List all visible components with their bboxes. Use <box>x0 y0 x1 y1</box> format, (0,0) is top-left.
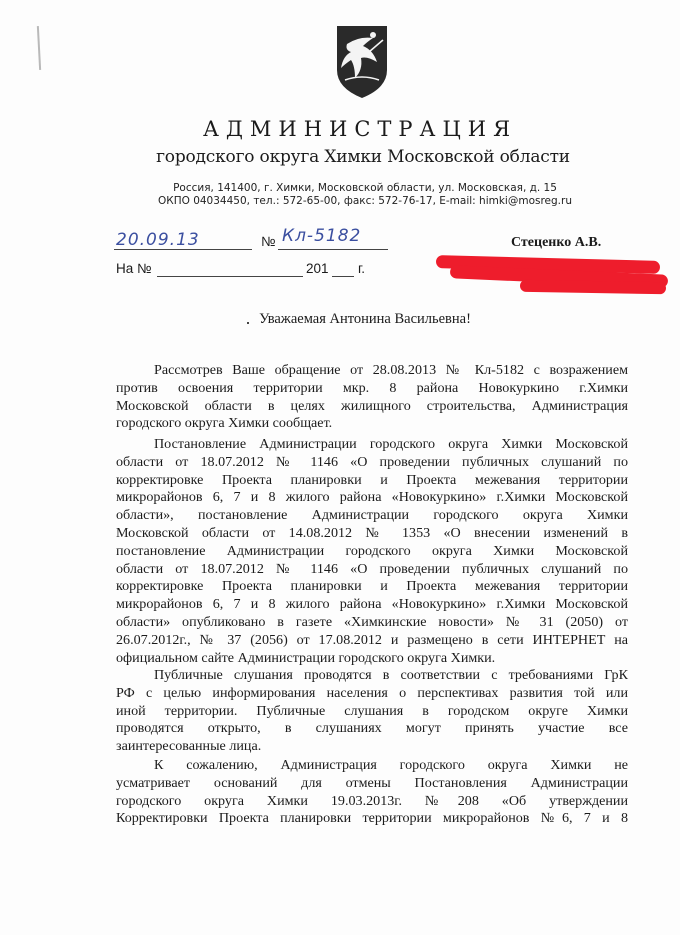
paragraph <box>116 667 628 756</box>
handwritten-date: 20.09.13 <box>116 230 200 250</box>
text-line: Постановление Администрации городского округа Химки Московской <box>154 436 628 452</box>
reply-label: На № <box>116 261 152 276</box>
text-line: области от 18.07.2012 № 1146 «О проведении публичных слушаний по <box>116 560 628 577</box>
text-line: микрорайонов 6, 7 и 8 жилого района «Новокуркино» г.Химки Московской <box>116 596 628 613</box>
text-line: против освоения территории мкр. 8 района Новокуркино г.Химки <box>116 379 628 396</box>
year-suffix: г. <box>358 261 366 276</box>
text-line: Корректировки Проекта планировки территории микрорайонов №6, 7 и 8 <box>116 810 628 827</box>
text-line: Публичные слушания проводятся в соответствии с требованиями ГрК <box>154 667 628 683</box>
number-label: № <box>261 234 276 249</box>
text-line: усматривает оснований для отмены Постановления Администрации <box>116 774 628 791</box>
text-line: К сожалению, Администрация городского округа Химки не <box>154 757 628 773</box>
text-line: заинтересованные лица. <box>116 738 262 755</box>
text-line: области», постановление Администрации городского округа Химки <box>116 507 628 524</box>
text-line: области от 18.07.2012 № 1146 «О проведении публичных слушаний по <box>116 453 628 470</box>
text-line: области» опубликовано в газете «Химкинские новости» № 31 (2050) от <box>116 613 628 630</box>
year-label: 201 <box>306 261 329 276</box>
text-line: городского округа Химки сообщает. <box>116 415 333 432</box>
text-line: городского округа Химки 19.03.2013г. №208 «Об утверждении <box>116 792 628 809</box>
coat-of-arms-icon <box>333 22 391 100</box>
org-subtitle: городского округа Химки Московской области <box>156 147 570 167</box>
org-title: АДМИНИСТРАЦИЯ <box>202 117 518 141</box>
paragraph <box>116 436 628 667</box>
text-line: корректировке Проекта планировки и Проекта межевания территории <box>116 471 628 488</box>
text-line: Рассмотрев Ваше обращение от 28.08.2013 № Кл-5182 с возражением <box>154 362 628 378</box>
text-line: 26.07.2012г., № 37 (2056) от 17.08.2012 и размещено в сети ИНТЕРНЕТ на <box>116 631 628 648</box>
text-line: микрорайонов 6, 7 и 8 жилого района «Новокуркино» г.Химки Московской <box>116 489 628 506</box>
contacts-line: ОКПО 04034450, тел.: 572-65-00, факс: 572-76-17, E-mail: himki@mosreg.ru <box>157 195 572 207</box>
paragraph <box>116 757 628 828</box>
text-line: корректировке Проекта планировки и Проекта межевания территории <box>116 578 628 595</box>
text-line: иной территории. Публичные слушания в городском округе Химки <box>116 702 628 719</box>
scan-mark <box>37 26 41 70</box>
number-underline <box>278 249 388 250</box>
text-line: Московской области от 14.08.2012 № 1353 «О внесении изменений в <box>116 524 628 541</box>
text-line: проводятся открыто, в слушаниях могут принять участие все <box>116 720 628 737</box>
text-line: Московской области в целях жилищного строительства, Администрация <box>116 397 628 414</box>
greeting: Уважаемая Антонина Васильевна! <box>259 311 471 327</box>
reply-number-underline <box>157 276 303 277</box>
address-line: Россия, 141400, г. Химки, Московской области, ул. Московская, д. 15 <box>173 182 557 194</box>
text-line: официальном сайте Администрации городского округа Химки. <box>116 649 496 666</box>
redaction-mark <box>520 280 666 295</box>
text-line: РФ с целью информирования населения о перспективах развития той или <box>116 684 628 701</box>
recipient-name: Стеценко А.В. <box>511 235 602 250</box>
handwritten-number: Кл-5182 <box>282 226 362 246</box>
year-underline <box>332 276 354 277</box>
paragraph <box>116 362 628 433</box>
text-line: постановление Администрации городского округа Химки Московской <box>116 542 628 559</box>
